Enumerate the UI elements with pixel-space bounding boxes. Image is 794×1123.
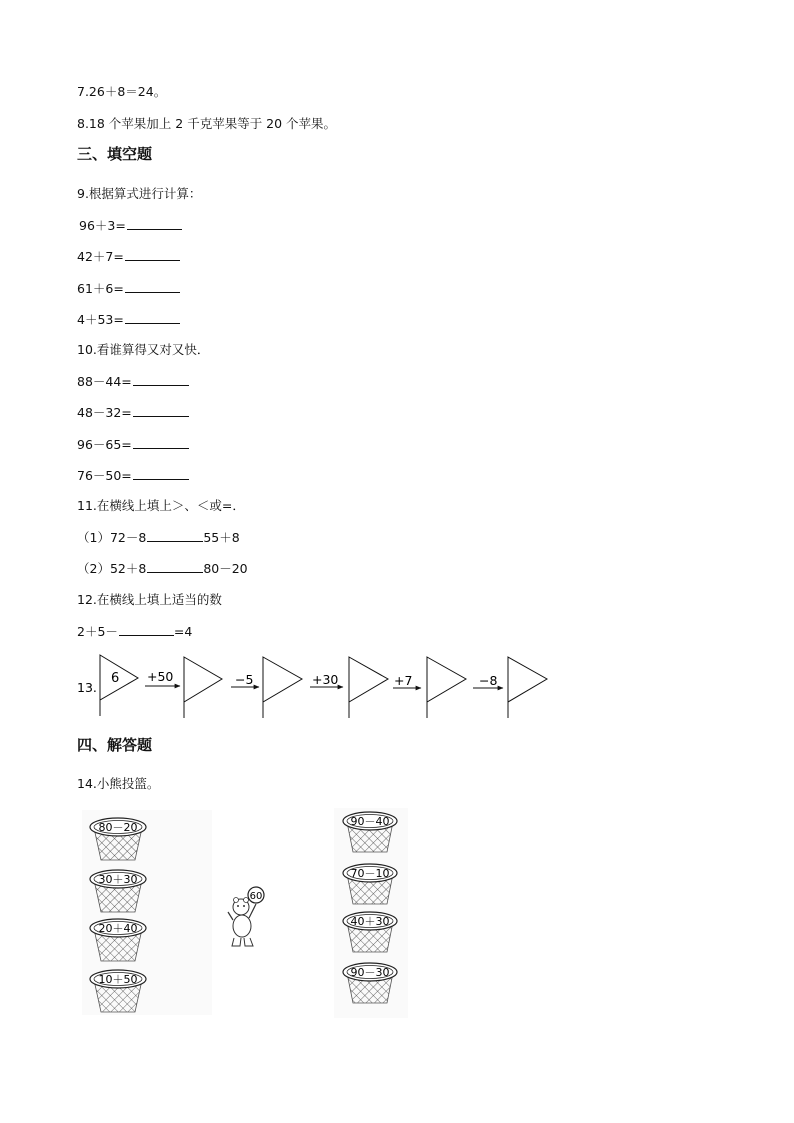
answer-blank[interactable] (125, 280, 180, 293)
compare-blank[interactable] (147, 529, 203, 542)
op-label-2: −5 (235, 672, 254, 687)
flag-1 (100, 655, 138, 716)
compare-blank[interactable] (147, 560, 203, 573)
q11-left-2: （2）52＋8 (77, 561, 147, 576)
hoop-right-2-expr: 70－10 (350, 867, 390, 880)
q10-prompt: 10.看谁算得又对又快． (77, 342, 210, 357)
q12-left: 2＋5－ (77, 624, 118, 639)
hoop-left-4-expr: 10＋50 (98, 973, 138, 986)
q12-item (77, 623, 192, 640)
op-label-4: +7 (394, 673, 413, 688)
q9-prompt: 9.根据算式进行计算： (77, 186, 202, 201)
q11-right-1: 55＋8 (203, 530, 240, 545)
hoop-right-3-expr: 40＋30 (350, 915, 390, 928)
judge-item-7: 7.26＋8＝24。 (77, 84, 167, 99)
bear-icon (228, 898, 256, 947)
ball-value: 60 (249, 891, 263, 902)
op-label-1: +50 (147, 669, 174, 684)
flag-5[interactable] (427, 657, 466, 718)
answer-blank[interactable] (127, 217, 182, 230)
q9-item-2 (77, 248, 180, 265)
q9-expr-1: 96＋3= (79, 218, 126, 233)
q9-expr-2: 42＋7= (77, 249, 124, 264)
answer-blank[interactable] (119, 623, 174, 636)
flag-6[interactable] (508, 657, 547, 718)
q10-expr-1: 88－44= (77, 374, 132, 389)
section-3-title: 三、填空题 (77, 145, 153, 163)
q9-item-1 (79, 217, 182, 234)
judge-item-8: 8.18 个苹果加上 2 千克苹果等于 20 个苹果。 (77, 116, 337, 131)
q10-item-1 (77, 373, 189, 390)
q13-label: 13. (77, 680, 97, 695)
q11-item-2 (77, 560, 248, 577)
q14-prompt: 14.小熊投篮。 (77, 776, 160, 791)
answer-blank[interactable] (133, 373, 189, 386)
hoop-left-3-expr: 20＋40 (98, 922, 138, 935)
q10-expr-3: 96－65= (77, 437, 132, 452)
q11-right-2: 80－20 (203, 561, 248, 576)
q14-hoop-illustration (0, 800, 794, 1020)
answer-blank[interactable] (133, 436, 189, 449)
q10-expr-2: 48－32= (77, 405, 132, 420)
answer-blank[interactable] (125, 248, 180, 261)
answer-blank[interactable] (133, 467, 189, 480)
q9-expr-3: 61＋6= (77, 281, 124, 296)
q11-item-1 (77, 529, 240, 546)
answer-blank[interactable] (125, 311, 180, 324)
q12-prompt: 12.在横线上填上适当的数 (77, 592, 222, 607)
q12-right: =4 (173, 624, 193, 639)
answer-blank[interactable] (133, 404, 189, 417)
flag-4[interactable] (349, 657, 388, 718)
basketball-icon (248, 887, 264, 903)
q13-flag-chain (0, 650, 794, 725)
q9-expr-4: 4＋53= (77, 312, 124, 327)
flag-3[interactable] (263, 657, 302, 718)
hoop-right-4-expr: 90－30 (350, 966, 390, 979)
flag-2[interactable] (184, 657, 222, 718)
hoop-left-2-expr: 30＋30 (98, 873, 138, 886)
hoop-right-1-expr: 90－40 (350, 815, 390, 828)
q11-left-1: （1）72－8 (77, 530, 147, 545)
op-label-5: −8 (479, 673, 498, 688)
q9-item-3 (77, 280, 180, 297)
op-label-3: +30 (312, 672, 339, 687)
hoop-left-1-expr: 80－20 (98, 821, 138, 834)
q10-expr-4: 76－50= (77, 468, 132, 483)
q10-item-3 (77, 436, 189, 453)
flag-start-value: 6 (111, 671, 120, 686)
q11-prompt: 11.在横线上填上＞、＜或=． (77, 498, 245, 513)
section-4-title: 四、解答题 (77, 736, 153, 754)
q10-item-4 (77, 467, 189, 484)
q9-item-4 (77, 311, 180, 328)
q10-item-2 (77, 404, 189, 421)
